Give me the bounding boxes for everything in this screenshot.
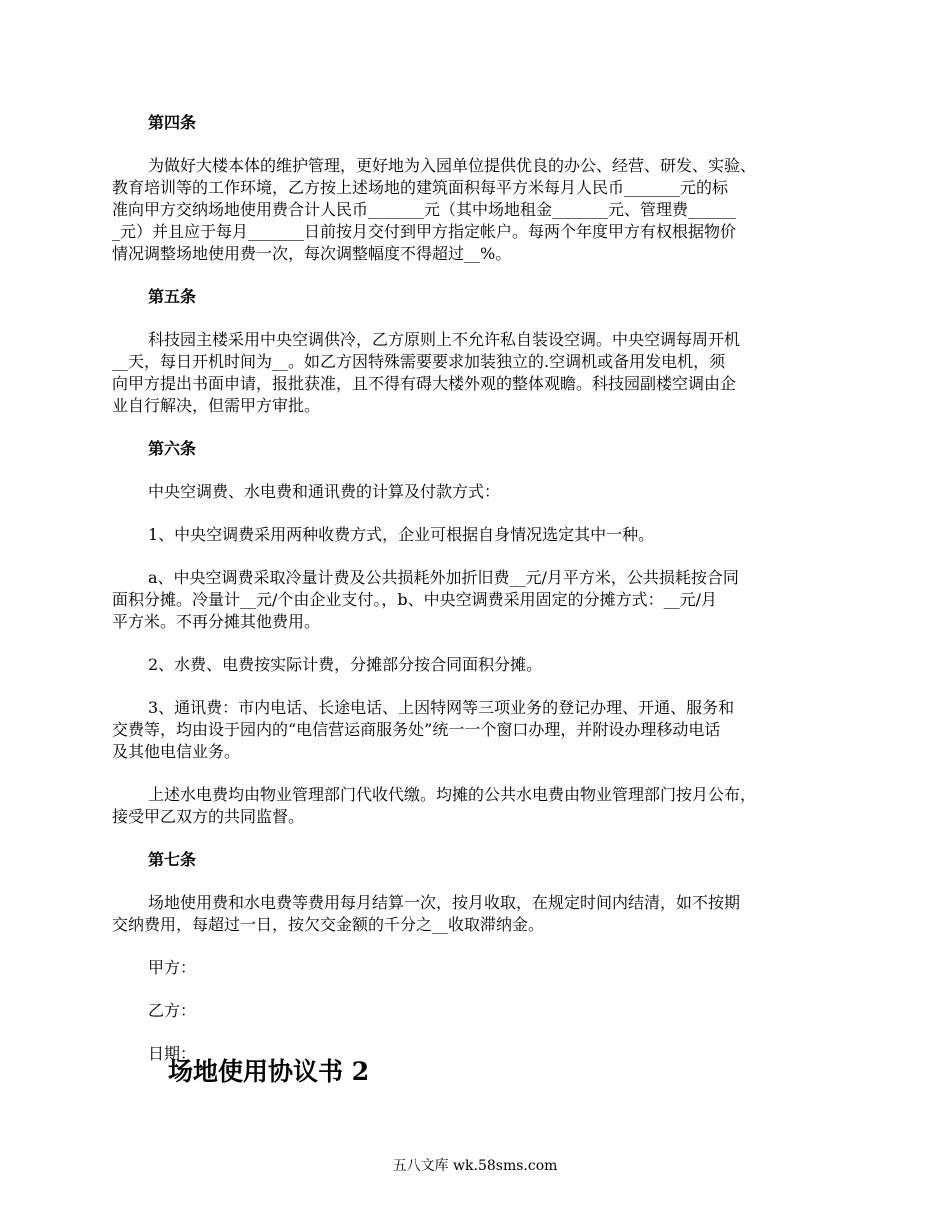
paragraph-line: 准向甲方交纳场地使用费合计人民币_______元（其中场地租金_______元、管理费______: [112, 200, 737, 219]
paragraph-line: 场地使用费和水电费等费用每月结算一次，按月收取，在规定时间内结清，如不按期: [148, 893, 741, 912]
paragraph-line: 2、水费、电费按实际计费，分摊部分按合同面积分摊。: [148, 655, 543, 674]
paragraph-line: 为做好大楼本体的维护管理，更好地为入园单位提供优良的办公、经营、研发、实验、: [148, 156, 757, 175]
section-heading: 第六条: [148, 439, 197, 458]
paragraph-line: 面积分摊。冷量计__元/个由企业支付。，b、中央空调费采用固定的分摊方式：__元/月: [112, 590, 718, 609]
paragraph-line: 3、通讯费：市内电话、长途电话、上因特网等三项业务的登记办理、开通、服务和: [148, 698, 735, 717]
paragraph-line: 业自行解决，但需甲方审批。: [112, 396, 321, 415]
paragraph-line: 教育培训等的工作环境，乙方按上述场地的建筑面积每平方米每月人民币_______元的标: [112, 178, 729, 197]
paragraph-line: 科技园主楼采用中央空调供冷，乙方原则上不允许私自装设空调。中央空调每周开机: [148, 330, 741, 349]
paragraph-line: 交费等，均由设于园内的“电信营运商服务处”统一一个窗口办理，并附设办理移动电话: [112, 720, 721, 739]
section-heading: 第四条: [148, 113, 197, 132]
paragraph-line: __天，每日开机时间为__。如乙方因特殊需要要求加装独立的.空调机或备用发电机，须: [112, 352, 726, 371]
document-title: 场地使用协议书 2: [168, 1057, 370, 1086]
paragraph-line: a、中央空调费采取冷量计费及公共损耗外加折旧费__元/月平方米，公共损耗按合同: [148, 568, 739, 587]
paragraph-line: 日期：: [148, 1044, 197, 1063]
paragraph-line: 1、中央空调费采用两种收费方式，企业可根据自身情况选定其中一种。: [148, 525, 655, 544]
paragraph-line: 向甲方提出书面申请，报批获准，且不得有碍大楼外观的整体观瞻。科技园副楼空调由企: [112, 374, 737, 393]
paragraph-line: 平方米。不再分摊其他费用。: [112, 612, 321, 631]
paragraph-line: _元）并且应于每月_______日前按月交付到甲方指定帐户。每两个年度甲方有权根据物价: [112, 222, 737, 241]
paragraph-line: 接受甲乙双方的共同监督。: [112, 807, 305, 826]
paragraph-line: 及其他电信业务。: [112, 742, 241, 761]
section-heading: 第五条: [148, 287, 197, 306]
paragraph-line: 甲方：: [148, 958, 197, 977]
section-heading: 第七条: [148, 850, 197, 869]
paragraph-line: 情况调整场地使用费一次，每次调整幅度不得超过__%。: [112, 244, 512, 263]
paragraph-line: 乙方：: [148, 1001, 197, 1020]
paragraph-line: 中央空调费、水电费和通讯费的计算及付款方式：: [148, 482, 501, 501]
paragraph-line: 交纳费用，每超过一日，按欠交金额的千分之__收取滞纳金。: [112, 915, 545, 934]
paragraph-line: 上述水电费均由物业管理部门代收代缴。均摊的公共水电费由物业管理部门按月公布，: [148, 785, 757, 804]
footer-watermark: 五八文库 wk.58sms.com: [392, 1158, 558, 1174]
